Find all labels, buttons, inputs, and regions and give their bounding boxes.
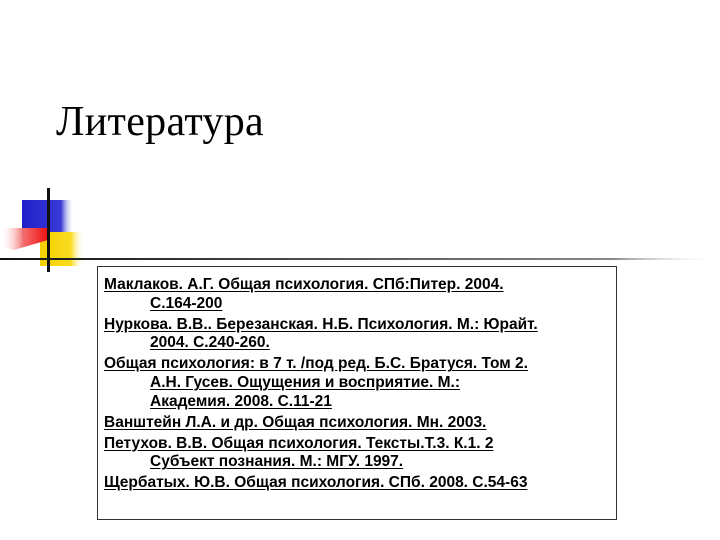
reference-line: Щербатых. Ю.В. Общая психология. СПб. 2008. С.54-63: [104, 474, 528, 492]
reference-line: Маклаков. А.Г. Общая психология. СПб:Питер. 2004.: [104, 276, 504, 293]
reference-line: Субъект познания. М.: МГУ. 1997.: [150, 453, 404, 471]
reference-line: Нуркова. В.В.. Березанская. Н.Б. Психология. М.: Юрайт.: [104, 315, 538, 333]
slide-title: Литература: [56, 99, 264, 145]
deco-vertical-line: [47, 188, 50, 272]
reference-item: [104, 276, 616, 313]
reference-item: [104, 435, 616, 472]
references-box: [97, 266, 617, 520]
reference-line: Петухов. В.В. Общая психология. Тексты.Т.3. К.1. 2: [104, 434, 494, 452]
references-list: [104, 276, 616, 493]
reference-line: 2004. С.240-260.: [150, 334, 270, 352]
reference-line: Ванштейн Л.А. и др. Общая психология. Мн. 2003.: [104, 413, 487, 431]
reference-line: Общая психология: в 7 т. /под ред. Б.С. Братуся. Том 2.: [104, 355, 528, 373]
deco-yellow-square: [40, 232, 84, 266]
reference-line: С.164-200: [150, 294, 223, 312]
deco-red-wedge: [0, 228, 48, 250]
reference-line: А.Н. Гусев. Ощущения и восприятие. М.:: [150, 373, 460, 391]
deco-blue-square: [22, 200, 74, 238]
reference-item: [104, 474, 616, 493]
reference-item: [104, 316, 616, 353]
reference-item: [104, 355, 616, 411]
deco-horizontal-line: [0, 258, 720, 260]
reference-line: Академия. 2008. С.11-21: [150, 392, 332, 410]
reference-item: [104, 414, 616, 433]
